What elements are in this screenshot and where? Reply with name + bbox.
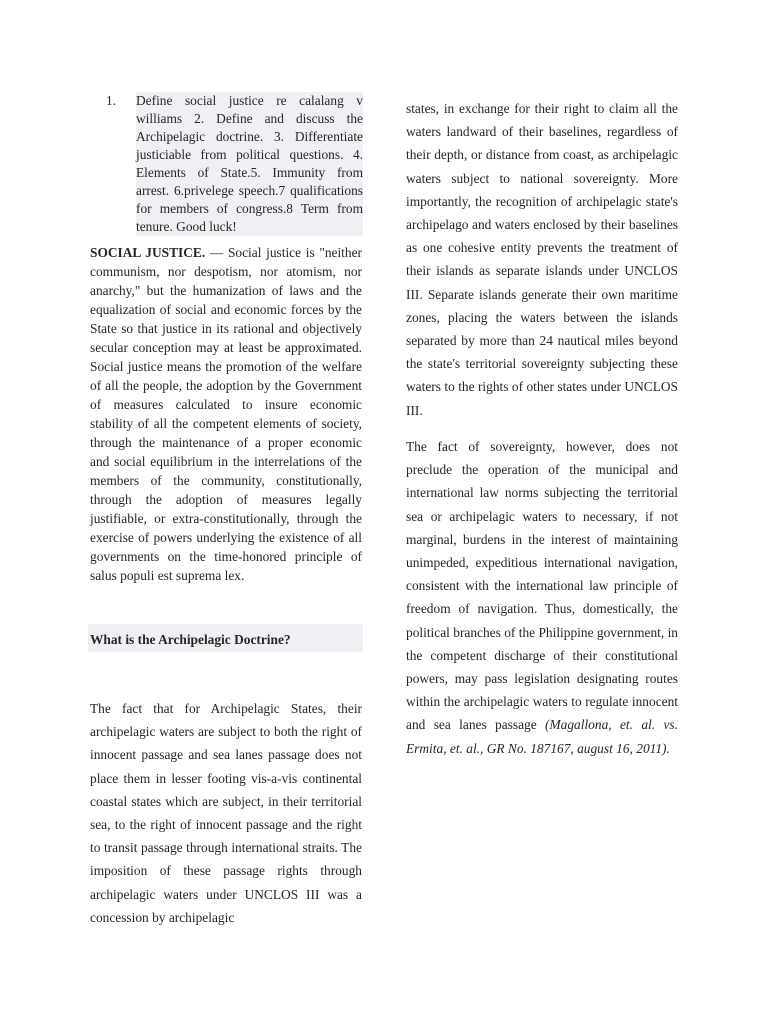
case-citation: (Magallona, et. al. vs. Ermita, et. al., GR No. 187167, august 16, 2011). (406, 717, 678, 756)
questions-text: Define social justice re calalang v williams 2. Define and discuss the Archipelagic doctrine. 3. Differentiate justiciable from political questions. 4. Elements of State.5. Immunity from arrest. 6.privelege speech.7 qualifications for members of congress.8 Term from tenure. Good luck! (136, 93, 363, 234)
list-number: 1. (106, 93, 117, 108)
sovereignty-paragraph (406, 435, 678, 760)
heading-highlight (88, 624, 363, 652)
social-justice-text: — Social justice is "neither communism, nor despotism, nor atomism, nor anarchy," but the humanization of laws and the equalization of social and economic forces by the State so that justice in its rational and objectively secular conception may at least be approximated. Social justice means the promotion of the welfare of all the people, the adoption by the Government of measures calculated to insure economic stability of all the competent elements of society, through the maintenance of a proper economic and social equilibrium in the interrelations of the members of the community, constitutionally, through the adoption of measures legally justifiable, or extra-constitutionally, through the exercise of powers underlying the existence of all governments on the time-honored principle of salus populi est suprema lex. (90, 245, 362, 583)
social-justice-paragraph (90, 243, 362, 585)
archipelagic-heading: What is the Archipelagic Doctrine? (90, 632, 291, 647)
sovereignty-text: The fact of sovereignty, however, does not preclude the operation of the municipal and international law norms subjecting the territorial sea or archipelagic waters to necessary, if not marginal, burdens in the interest of maintaining unimpeded, expeditious international navigation, consistent with the international law principle of freedom of navigation. Thus, domestically, the political branches of the Philippine government, in the competent discharge of their constitutional powers, may pass legislation designating routes within the archipelagic waters to regulate innocent and sea lanes passage (406, 439, 678, 733)
archipelagic-paragraph-left: The fact that for Archipelagic States, their archipelagic waters are subject to both the right of innocent passage and sea lanes passage does not place them in lesser footing vis-a-vis continental coastal states which are subject, in their territorial sea, to the right of innocent passage and the right to transit passage through international straits. The imposition of these passage rights through archipelagic waters under UNCLOS III was a concession by archipelagic (90, 701, 362, 925)
social-justice-term: SOCIAL JUSTICE. (90, 245, 206, 260)
archipelagic-paragraph-right: states, in exchange for their right to claim all the waters landward of their baselines, regardless of their depth, or distance from coast, as archipelagic waters subject to national sovereignty. More importantly, the recognition of archipelagic state's archipelago and waters enclosed by their baselines as one cohesive entity prevents the treatment of their islands as separate islands under UNCLOS III. Separate islands generate their own maritime zones, placing the waters between the islands separated by more than 24 nautical miles beyond the state's territorial sovereignty subjecting these waters to the rights of other states under UNCLOS III. (406, 101, 678, 418)
